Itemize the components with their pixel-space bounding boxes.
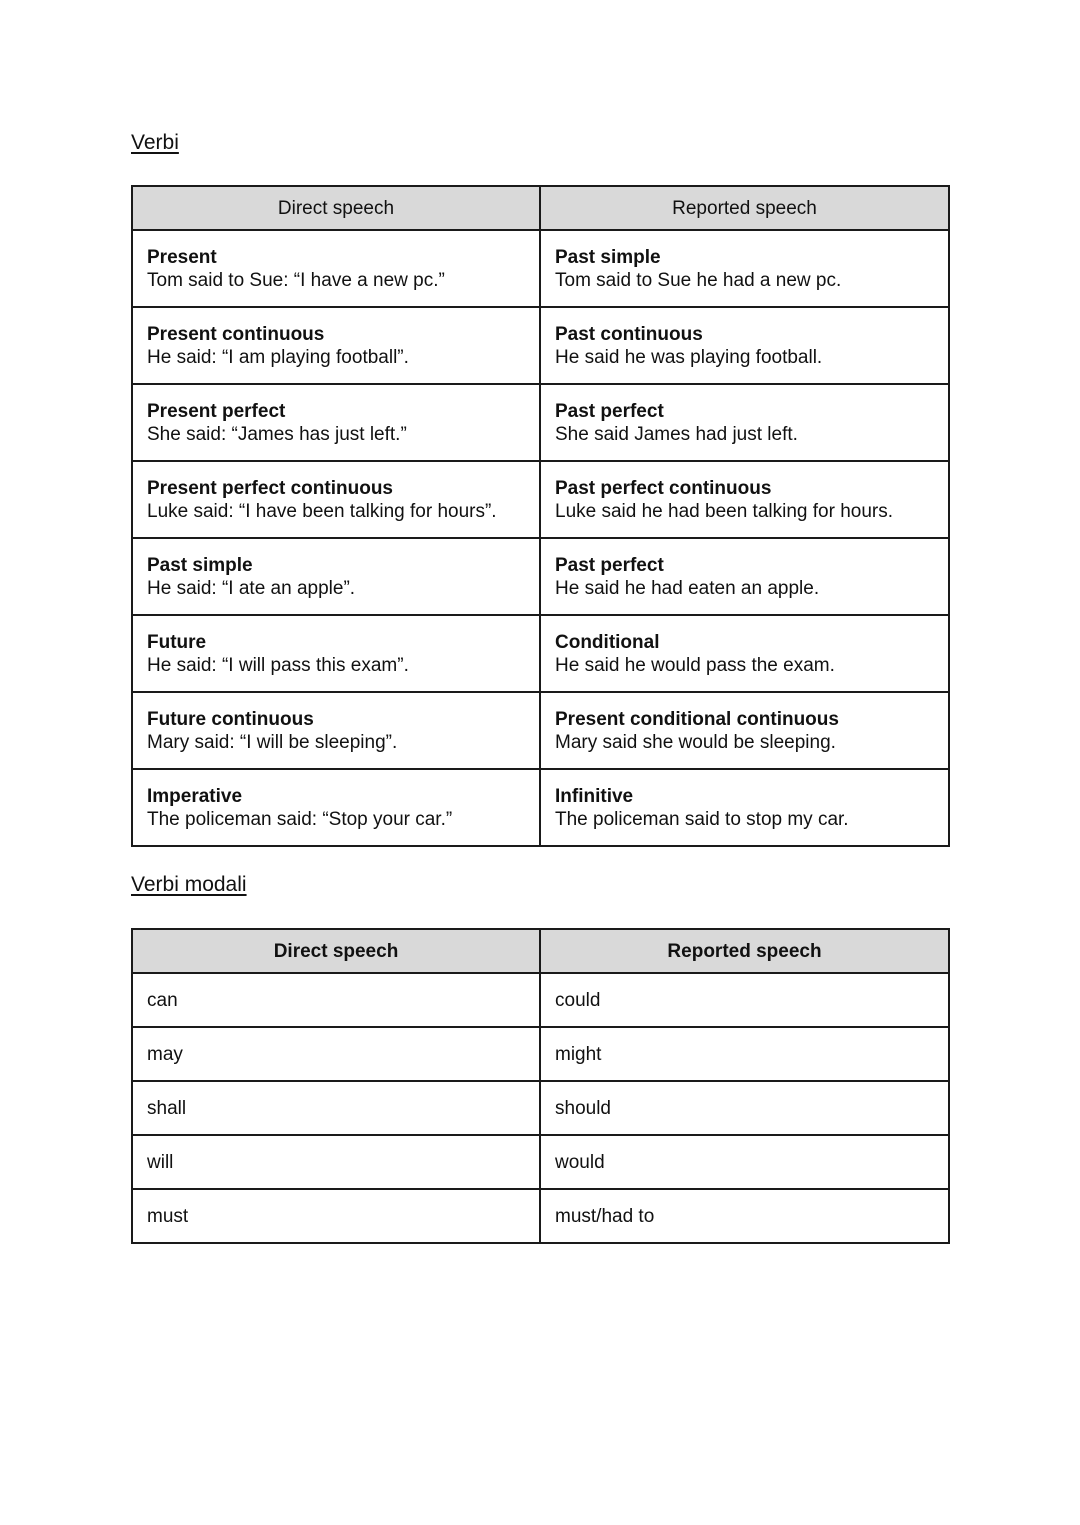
example-sentence: Tom said to Sue: “I have a new pc.” xyxy=(147,269,445,291)
tense-label: Infinitive xyxy=(555,785,634,807)
tense-label: Past perfect xyxy=(555,554,664,576)
tense-label: Present conditional continuous xyxy=(555,708,839,730)
direct-cell: will xyxy=(132,1135,540,1189)
tense-label: Present perfect xyxy=(147,400,286,422)
direct-cell xyxy=(132,307,540,384)
tense-label: Past perfect xyxy=(555,400,664,422)
table-row xyxy=(132,307,949,384)
direct-cell xyxy=(132,692,540,769)
example-sentence: The policeman said: “Stop your car.” xyxy=(147,808,453,830)
direct-cell xyxy=(132,538,540,615)
reported-cell xyxy=(540,615,949,692)
example-sentence: Mary said she would be sleeping. xyxy=(555,731,836,753)
example-sentence: He said he would pass the exam. xyxy=(555,654,835,676)
reported-speech-header: Reported speech xyxy=(540,929,949,973)
direct-cell xyxy=(132,461,540,538)
verbi-table xyxy=(131,185,950,847)
reported-cell: should xyxy=(540,1081,949,1135)
reported-speech-header: Reported speech xyxy=(540,186,949,230)
tense-label: Past continuous xyxy=(555,323,703,345)
tense-label: Imperative xyxy=(147,785,243,807)
verbi-heading: Verbi xyxy=(131,131,179,154)
tense-label: Past perfect continuous xyxy=(555,477,772,499)
reported-cell xyxy=(540,461,949,538)
example-sentence: He said: “I am playing football”. xyxy=(147,346,409,368)
direct-cell xyxy=(132,230,540,307)
table-row xyxy=(132,769,949,846)
direct-speech-header: Direct speech xyxy=(132,929,540,973)
reported-cell: would xyxy=(540,1135,949,1189)
table-row xyxy=(132,692,949,769)
table-row xyxy=(132,1081,949,1135)
direct-cell: must xyxy=(132,1189,540,1243)
tense-label: Future xyxy=(147,631,207,653)
reported-cell: might xyxy=(540,1027,949,1081)
verbi-modali-table xyxy=(131,928,950,1244)
table-row xyxy=(132,1135,949,1189)
tense-label: Present xyxy=(147,246,217,268)
reported-cell xyxy=(540,307,949,384)
example-sentence: Luke said he had been talking for hours. xyxy=(555,500,894,522)
tense-label: Past simple xyxy=(555,246,661,268)
reported-cell xyxy=(540,538,949,615)
reported-cell: could xyxy=(540,973,949,1027)
example-sentence: He said: “I will pass this exam”. xyxy=(147,654,409,676)
tense-label: Past simple xyxy=(147,554,253,576)
table-row xyxy=(132,1189,949,1243)
example-sentence: He said: “I ate an apple”. xyxy=(147,577,356,599)
direct-speech-header: Direct speech xyxy=(132,186,540,230)
example-sentence: Luke said: “I have been talking for hours”. xyxy=(147,500,497,522)
tense-label: Conditional xyxy=(555,631,660,653)
example-sentence: He said he was playing football. xyxy=(555,346,823,368)
example-sentence: He said he had eaten an apple. xyxy=(555,577,820,599)
table-header-row xyxy=(132,186,949,230)
reported-cell xyxy=(540,692,949,769)
verbi-modali-heading: Verbi modali xyxy=(131,873,247,896)
table-row xyxy=(132,973,949,1027)
table-header-row xyxy=(132,929,949,973)
tense-label: Present continuous xyxy=(147,323,325,345)
example-sentence: She said: “James has just left.” xyxy=(147,423,407,445)
table-row xyxy=(132,230,949,307)
example-sentence: Mary said: “I will be sleeping”. xyxy=(147,731,398,753)
direct-cell xyxy=(132,769,540,846)
direct-cell xyxy=(132,615,540,692)
direct-cell: can xyxy=(132,973,540,1027)
reported-cell xyxy=(540,769,949,846)
tense-label: Future continuous xyxy=(147,708,314,730)
table-row xyxy=(132,538,949,615)
example-sentence: She said James had just left. xyxy=(555,423,798,445)
table-row xyxy=(132,384,949,461)
table-row xyxy=(132,1027,949,1081)
reported-cell xyxy=(540,230,949,307)
reported-cell xyxy=(540,384,949,461)
tense-label: Present perfect continuous xyxy=(147,477,393,499)
reported-cell: must/had to xyxy=(540,1189,949,1243)
direct-cell: may xyxy=(132,1027,540,1081)
direct-cell xyxy=(132,384,540,461)
table-row xyxy=(132,615,949,692)
table-row xyxy=(132,461,949,538)
direct-cell: shall xyxy=(132,1081,540,1135)
example-sentence: Tom said to Sue he had a new pc. xyxy=(555,269,842,291)
example-sentence: The policeman said to stop my car. xyxy=(555,808,849,830)
